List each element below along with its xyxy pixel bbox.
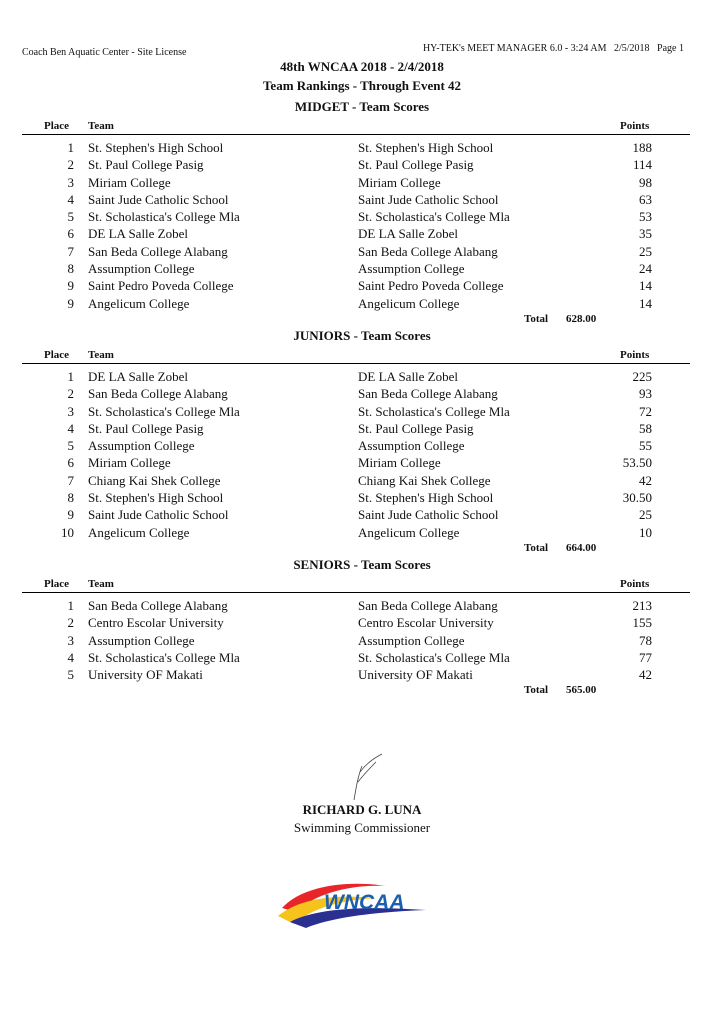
team-cell: Assumption College	[88, 632, 195, 648]
points-cell: 24	[639, 261, 652, 277]
points-header: Points	[620, 349, 650, 361]
place-cell: 1	[67, 598, 74, 613]
affiliation-cell: St. Stephen's High School	[358, 140, 494, 155]
affiliation-cell: University OF Makati	[358, 667, 473, 683]
place-cell: 1	[67, 369, 74, 384]
affiliation-cell: St. Scholastica's College Mla	[358, 209, 510, 225]
team-cell: St. Stephen's High School	[88, 490, 224, 506]
points-cell: 14	[639, 295, 652, 311]
section-title-juniors: JUNIORS - Team Scores	[293, 328, 431, 343]
points-cell: 25	[639, 507, 652, 523]
total-value: 664.00	[566, 542, 597, 554]
affiliation-cell: Assumption College	[358, 632, 465, 648]
team-cell: Assumption College	[88, 261, 195, 277]
points-cell: 25	[639, 243, 652, 259]
place-cell: 2	[67, 386, 74, 402]
affiliation-cell: DE LA Salle Zobel	[358, 226, 459, 242]
table-row	[0, 157, 724, 174]
points-cell: 14	[639, 278, 652, 294]
affiliation-cell: Assumption College	[358, 438, 465, 454]
points-cell: 188	[632, 140, 652, 155]
total-label: Total	[524, 684, 549, 696]
affiliation-cell: Centro Escolar University	[358, 615, 494, 631]
table-row	[0, 386, 724, 403]
table-row	[0, 650, 724, 667]
points-cell: 42	[639, 472, 652, 488]
affiliation-cell: Saint Pedro Poveda College	[358, 278, 504, 294]
place-cell: 2	[67, 615, 74, 631]
team-cell: Angelicum College	[88, 295, 190, 311]
total-label: Total	[524, 313, 549, 325]
place-cell: 7	[67, 243, 74, 259]
points-cell: 53.50	[622, 455, 652, 471]
team-cell: Centro Escolar University	[88, 615, 224, 631]
affiliation-cell: St. Scholastica's College Mla	[358, 403, 510, 419]
points-cell: 77	[639, 649, 652, 665]
place-cell: 6	[67, 226, 74, 242]
points-cell: 72	[639, 403, 652, 419]
place-cell: 4	[67, 649, 74, 665]
points-cell: 10	[639, 524, 652, 540]
team-cell: DE LA Salle Zobel	[88, 226, 189, 242]
team-cell: Angelicum College	[88, 524, 190, 540]
team-cell: University OF Makati	[88, 667, 203, 683]
place-cell: 5	[67, 667, 74, 683]
table-row	[0, 598, 724, 615]
total-value: 565.00	[566, 684, 597, 696]
points-cell: 35	[639, 226, 652, 242]
section-title-seniors: SENIORS - Team Scores	[293, 557, 431, 572]
place-header: Place	[44, 349, 70, 361]
team-cell: Miriam College	[88, 174, 171, 190]
affiliation-cell: DE LA Salle Zobel	[358, 369, 459, 384]
table-row	[0, 278, 724, 295]
team-cell: San Beda College Alabang	[88, 243, 228, 259]
section-title-midget: MIDGET - Team Scores	[294, 99, 430, 114]
team-cell: St. Paul College Pasig	[88, 420, 204, 436]
seniors-rows	[0, 598, 724, 684]
table-row	[0, 421, 724, 438]
affiliation-cell: Saint Jude Catholic School	[358, 191, 499, 207]
points-cell: 155	[632, 615, 652, 631]
place-cell: 2	[67, 157, 74, 173]
points-cell: 30.50	[622, 490, 652, 506]
table-row	[0, 615, 724, 632]
affiliation-cell: St. Stephen's High School	[358, 490, 494, 506]
license-text: Coach Ben Aquatic Center - Site License	[22, 47, 187, 58]
team-cell: St. Scholastica's College Mla	[88, 209, 240, 225]
table-row	[0, 404, 724, 421]
software-info: HY-TEK's MEET MANAGER 6.0 - 3:24 AM 2/5/2018 Page 1	[422, 43, 684, 54]
affiliation-cell: Miriam College	[358, 174, 441, 190]
table-row	[0, 369, 724, 386]
points-cell: 63	[639, 191, 652, 207]
table-row	[0, 296, 724, 313]
table-row	[0, 633, 724, 650]
team-cell: Saint Jude Catholic School	[88, 507, 229, 523]
team-cell: San Beda College Alabang	[88, 386, 228, 402]
signature-mark	[336, 752, 396, 804]
team-cell: St. Paul College Pasig	[88, 157, 204, 173]
affiliation-cell: San Beda College Alabang	[358, 598, 498, 613]
place-cell: 8	[67, 261, 74, 277]
place-cell: 10	[61, 524, 74, 540]
place-cell: 3	[67, 174, 74, 190]
affiliation-cell: Miriam College	[358, 455, 441, 471]
affiliation-cell: Angelicum College	[358, 295, 460, 311]
table-row	[0, 140, 724, 157]
wncaa-logo	[276, 878, 448, 930]
affiliation-cell: Assumption College	[358, 261, 465, 277]
team-header: Team	[88, 120, 114, 132]
table-row	[0, 490, 724, 507]
signatory-name: RICHARD G. LUNA	[302, 802, 422, 817]
team-cell: Assumption College	[88, 438, 195, 454]
place-cell: 1	[67, 140, 74, 155]
place-cell: 5	[67, 209, 74, 225]
place-cell: 3	[67, 632, 74, 648]
points-cell: 93	[639, 386, 652, 402]
team-cell: St. Scholastica's College Mla	[88, 649, 240, 665]
column-header	[22, 118, 690, 135]
signatory-title: Swimming Commissioner	[293, 820, 431, 835]
table-row	[0, 455, 724, 472]
table-row	[0, 192, 724, 209]
points-header: Points	[620, 578, 650, 590]
total-label: Total	[524, 542, 549, 554]
place-cell: 9	[67, 278, 74, 294]
place-cell: 9	[67, 507, 74, 523]
points-cell: 225	[632, 369, 652, 384]
place-header: Place	[44, 120, 70, 132]
place-cell: 8	[67, 490, 74, 506]
logo-text: WNCAA	[324, 891, 405, 914]
place-cell: 9	[67, 295, 74, 311]
total-value: 628.00	[566, 313, 597, 325]
table-row	[0, 507, 724, 524]
team-cell: DE LA Salle Zobel	[88, 369, 189, 384]
team-cell: St. Stephen's High School	[88, 140, 224, 155]
team-cell: Saint Jude Catholic School	[88, 191, 229, 207]
table-row	[0, 438, 724, 455]
place-cell: 4	[67, 420, 74, 436]
team-cell: St. Scholastica's College Mla	[88, 403, 240, 419]
team-cell: Saint Pedro Poveda College	[88, 278, 234, 294]
column-header	[22, 347, 690, 364]
points-header: Points	[620, 120, 650, 132]
place-cell: 3	[67, 403, 74, 419]
team-header: Team	[88, 578, 114, 590]
affiliation-cell: Chiang Kai Shek College	[358, 472, 491, 488]
table-row	[0, 226, 724, 243]
points-cell: 42	[639, 667, 652, 683]
place-cell: 6	[67, 455, 74, 471]
affiliation-cell: San Beda College Alabang	[358, 243, 498, 259]
affiliation-cell: St. Scholastica's College Mla	[358, 649, 510, 665]
place-cell: 5	[67, 438, 74, 454]
place-header: Place	[44, 578, 70, 590]
points-cell: 58	[639, 420, 652, 436]
points-cell: 213	[632, 598, 652, 613]
affiliation-cell: St. Paul College Pasig	[358, 420, 474, 436]
affiliation-cell: Saint Jude Catholic School	[358, 507, 499, 523]
midget-rows	[0, 140, 724, 313]
team-cell: Chiang Kai Shek College	[88, 472, 221, 488]
points-cell: 53	[639, 209, 652, 225]
table-row	[0, 209, 724, 226]
points-cell: 78	[639, 632, 652, 648]
table-row	[0, 175, 724, 192]
table-row	[0, 667, 724, 684]
table-row	[0, 525, 724, 542]
affiliation-cell: St. Paul College Pasig	[358, 157, 474, 173]
place-cell: 7	[67, 472, 74, 488]
team-cell: San Beda College Alabang	[88, 598, 228, 613]
juniors-rows	[0, 369, 724, 542]
team-cell: Miriam College	[88, 455, 171, 471]
points-cell: 55	[639, 438, 652, 454]
affiliation-cell: Angelicum College	[358, 524, 460, 540]
place-cell: 4	[67, 191, 74, 207]
points-cell: 114	[632, 157, 652, 173]
affiliation-cell: San Beda College Alabang	[358, 386, 498, 402]
meet-subtitle: Team Rankings - Through Event 42	[262, 78, 462, 93]
table-row	[0, 244, 724, 261]
table-row	[0, 261, 724, 278]
table-row	[0, 473, 724, 490]
team-header: Team	[88, 349, 114, 361]
points-cell: 98	[639, 174, 652, 190]
meet-title: 48th WNCAA 2018 - 2/4/2018	[280, 59, 444, 74]
column-header	[22, 576, 690, 593]
